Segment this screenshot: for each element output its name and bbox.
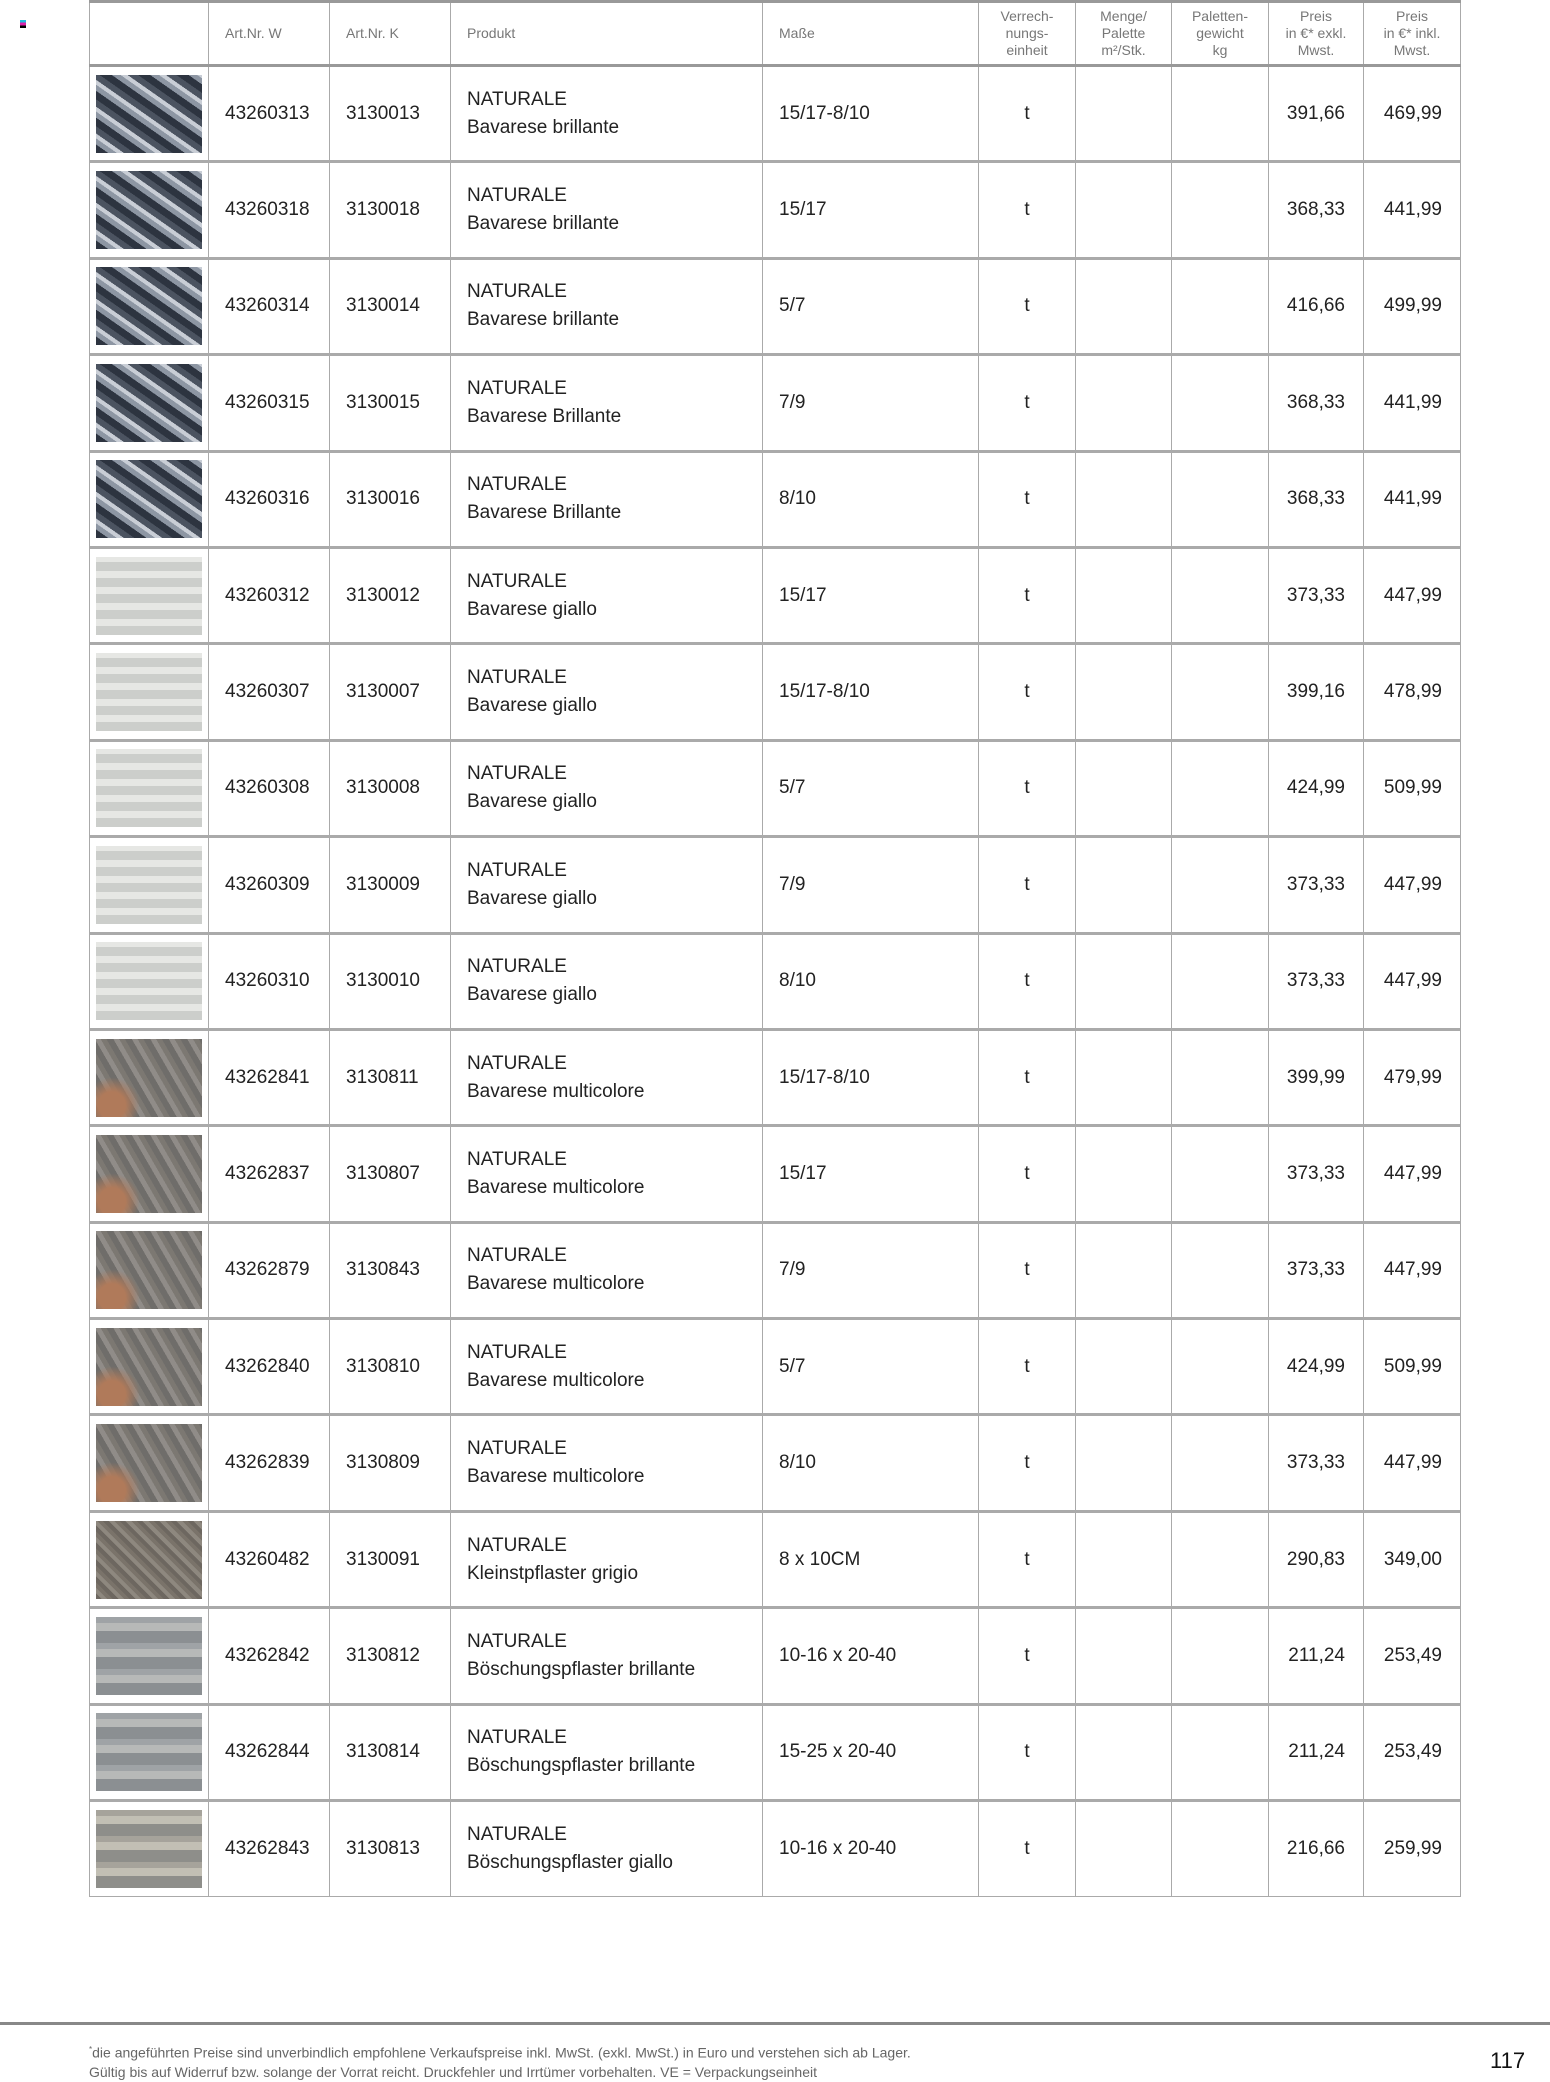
art-nr-w: 43260309 (209, 837, 330, 933)
pallet-weight (1172, 837, 1269, 933)
art-nr-w: 43260482 (209, 1511, 330, 1607)
art-nr-k: 3130843 (330, 1222, 451, 1318)
product-cell (451, 1415, 763, 1511)
product-cell (451, 644, 763, 740)
dimensions: 15/17 (763, 162, 979, 258)
art-nr-w: 43262840 (209, 1319, 330, 1415)
table-row (90, 1126, 1461, 1222)
dimensions: 15/17-8/10 (763, 644, 979, 740)
billing-unit: t (979, 1801, 1076, 1897)
table-row (90, 1415, 1461, 1511)
price-excl-vat: 373,33 (1269, 837, 1364, 933)
product-image (96, 557, 202, 635)
product-thumbnail-cell (90, 355, 209, 451)
dimensions: 5/7 (763, 1319, 979, 1415)
quantity-per-pallet (1076, 1029, 1172, 1125)
art-nr-w: 43260316 (209, 451, 330, 547)
price-incl-vat: 441,99 (1364, 162, 1461, 258)
header-art-nr-k: Art.Nr. K (330, 2, 451, 66)
art-nr-k: 3130813 (330, 1801, 451, 1897)
dimensions: 15-25 x 20-40 (763, 1704, 979, 1800)
product-image (96, 1231, 202, 1309)
footnote-mark: * (89, 2045, 93, 2054)
price-incl-vat: 253,49 (1364, 1608, 1461, 1704)
footer-line-2: Gültig bis auf Widerruf bzw. solange der Vorrat reicht. Druckfehler und Irrtümer vorbehalten. VE = Verpackungseinheit (89, 2063, 817, 2080)
product-line: NATURALE (467, 1534, 567, 1556)
billing-unit: t (979, 1608, 1076, 1704)
product-line: NATURALE (467, 474, 567, 496)
product-image (96, 653, 202, 731)
quantity-per-pallet (1076, 355, 1172, 451)
product-line: NATURALE (467, 1630, 567, 1652)
product-thumbnail-cell (90, 258, 209, 354)
product-thumbnail-cell (90, 1511, 209, 1607)
table-row (90, 451, 1461, 547)
price-incl-vat: 509,99 (1364, 740, 1461, 836)
price-incl-vat: 441,99 (1364, 355, 1461, 451)
billing-unit: t (979, 644, 1076, 740)
product-name: Bavarese brillante (467, 213, 620, 235)
dimensions: 8/10 (763, 451, 979, 547)
pallet-weight (1172, 740, 1269, 836)
art-nr-k: 3130091 (330, 1511, 451, 1607)
quantity-per-pallet (1076, 1511, 1172, 1607)
product-image (96, 749, 202, 827)
dimensions: 7/9 (763, 355, 979, 451)
footer-line-1: die angeführten Preise sind unverbindlich empfohlene Verkaufspreise inkl. MwSt. (exkl. MwSt.) in Euro und verstehen sich ab Lager. (92, 2044, 911, 2061)
product-line: NATURALE (467, 763, 567, 785)
product-image (96, 1135, 202, 1213)
price-excl-vat: 216,66 (1269, 1801, 1364, 1897)
billing-unit: t (979, 837, 1076, 933)
art-nr-w: 43262837 (209, 1126, 330, 1222)
product-image (96, 1328, 202, 1406)
product-price-table (89, 0, 1461, 1897)
product-thumbnail-cell (90, 1319, 209, 1415)
table-row (90, 1222, 1461, 1318)
dimensions: 5/7 (763, 740, 979, 836)
product-name: Bavarese multicolore (467, 1273, 645, 1295)
table-row (90, 258, 1461, 354)
product-image (96, 267, 202, 345)
price-excl-vat: 424,99 (1269, 1319, 1364, 1415)
product-name: Bavarese multicolore (467, 1466, 645, 1488)
product-name: Böschungspflaster giallo (467, 1852, 673, 1874)
product-line: NATURALE (467, 185, 567, 207)
pallet-weight (1172, 355, 1269, 451)
product-cell (451, 933, 763, 1029)
header-art-nr-w: Art.Nr. W (209, 2, 330, 66)
art-nr-w: 43262839 (209, 1415, 330, 1511)
product-image (96, 75, 202, 153)
dimensions: 7/9 (763, 1222, 979, 1318)
quantity-per-pallet (1076, 258, 1172, 354)
product-line: NATURALE (467, 281, 567, 303)
quantity-per-pallet (1076, 1319, 1172, 1415)
art-nr-k: 3130810 (330, 1319, 451, 1415)
product-cell (451, 1029, 763, 1125)
billing-unit: t (979, 1222, 1076, 1318)
art-nr-w: 43262843 (209, 1801, 330, 1897)
product-cell (451, 740, 763, 836)
pallet-weight (1172, 451, 1269, 547)
product-line: NATURALE (467, 956, 567, 978)
product-name: Kleinstpflaster grigio (467, 1562, 639, 1584)
art-nr-w: 43260312 (209, 547, 330, 643)
product-cell (451, 1704, 763, 1800)
product-name: Bavarese multicolore (467, 1369, 645, 1391)
price-excl-vat: 211,24 (1269, 1704, 1364, 1800)
art-nr-k: 3130007 (330, 644, 451, 740)
product-line: NATURALE (467, 1148, 567, 1170)
product-image (96, 1617, 202, 1695)
table-header-row (90, 2, 1461, 66)
product-line: NATURALE (467, 1438, 567, 1460)
product-cell (451, 355, 763, 451)
product-image (96, 1810, 202, 1888)
price-incl-vat: 479,99 (1364, 1029, 1461, 1125)
product-line: NATURALE (467, 667, 567, 689)
dimensions: 10-16 x 20-40 (763, 1801, 979, 1897)
pallet-weight (1172, 1126, 1269, 1222)
pallet-weight (1172, 258, 1269, 354)
product-image (96, 846, 202, 924)
art-nr-k: 3130012 (330, 547, 451, 643)
product-name: Bavarese brillante (467, 116, 620, 138)
header-image (90, 2, 209, 66)
price-excl-vat: 399,16 (1269, 644, 1364, 740)
product-thumbnail-cell (90, 162, 209, 258)
billing-unit: t (979, 162, 1076, 258)
product-thumbnail-cell (90, 451, 209, 547)
pallet-weight (1172, 1801, 1269, 1897)
quantity-per-pallet (1076, 162, 1172, 258)
art-nr-w: 43262879 (209, 1222, 330, 1318)
billing-unit: t (979, 740, 1076, 836)
pallet-weight (1172, 1608, 1269, 1704)
price-incl-vat: 349,00 (1364, 1511, 1461, 1607)
table-row (90, 837, 1461, 933)
price-incl-vat: 478,99 (1364, 644, 1461, 740)
dimensions: 10-16 x 20-40 (763, 1608, 979, 1704)
price-incl-vat: 447,99 (1364, 837, 1461, 933)
art-nr-w: 43262842 (209, 1608, 330, 1704)
price-incl-vat: 447,99 (1364, 1222, 1461, 1318)
art-nr-w: 43260314 (209, 258, 330, 354)
price-incl-vat: 441,99 (1364, 451, 1461, 547)
table-row (90, 740, 1461, 836)
billing-unit: t (979, 547, 1076, 643)
product-cell (451, 547, 763, 643)
dimensions: 15/17 (763, 1126, 979, 1222)
product-line: NATURALE (467, 1727, 567, 1749)
price-excl-vat: 368,33 (1269, 355, 1364, 451)
art-nr-w: 43262841 (209, 1029, 330, 1125)
art-nr-w: 43260310 (209, 933, 330, 1029)
product-image (96, 460, 202, 538)
table-row (90, 66, 1461, 162)
product-line: NATURALE (467, 88, 567, 110)
pallet-weight (1172, 66, 1269, 162)
quantity-per-pallet (1076, 451, 1172, 547)
billing-unit: t (979, 355, 1076, 451)
art-nr-w: 43260308 (209, 740, 330, 836)
product-cell (451, 258, 763, 354)
product-name: Bavarese Brillante (467, 405, 622, 427)
quantity-per-pallet (1076, 1801, 1172, 1897)
quantity-per-pallet (1076, 1126, 1172, 1222)
price-excl-vat: 399,99 (1269, 1029, 1364, 1125)
product-cell (451, 837, 763, 933)
price-excl-vat: 424,99 (1269, 740, 1364, 836)
product-name: Bavarese giallo (467, 791, 597, 813)
product-cell (451, 1222, 763, 1318)
product-cell (451, 66, 763, 162)
pallet-weight (1172, 1029, 1269, 1125)
art-nr-w: 43260315 (209, 355, 330, 451)
product-thumbnail-cell (90, 1222, 209, 1318)
product-image (96, 1039, 202, 1117)
art-nr-k: 3130018 (330, 162, 451, 258)
product-thumbnail-cell (90, 547, 209, 643)
quantity-per-pallet (1076, 66, 1172, 162)
dimensions: 7/9 (763, 837, 979, 933)
price-incl-vat: 447,99 (1364, 1415, 1461, 1511)
product-line: NATURALE (467, 570, 567, 592)
billing-unit: t (979, 66, 1076, 162)
price-incl-vat: 447,99 (1364, 933, 1461, 1029)
art-nr-k: 3130807 (330, 1126, 451, 1222)
product-thumbnail-cell (90, 933, 209, 1029)
product-name: Bavarese giallo (467, 887, 597, 909)
table-row (90, 355, 1461, 451)
price-excl-vat: 373,33 (1269, 547, 1364, 643)
dimensions: 8/10 (763, 933, 979, 1029)
product-name: Bavarese brillante (467, 309, 620, 331)
art-nr-k: 3130010 (330, 933, 451, 1029)
quantity-per-pallet (1076, 740, 1172, 836)
table-row (90, 1608, 1461, 1704)
product-name: Bavarese multicolore (467, 1176, 645, 1198)
price-incl-vat: 259,99 (1364, 1801, 1461, 1897)
product-cell (451, 162, 763, 258)
art-nr-k: 3130814 (330, 1704, 451, 1800)
price-excl-vat: 373,33 (1269, 1126, 1364, 1222)
quantity-per-pallet (1076, 837, 1172, 933)
price-incl-vat: 253,49 (1364, 1704, 1461, 1800)
product-thumbnail-cell (90, 644, 209, 740)
price-excl-vat: 373,33 (1269, 1415, 1364, 1511)
price-excl-vat: 391,66 (1269, 66, 1364, 162)
art-nr-w: 43262844 (209, 1704, 330, 1800)
dimensions: 8 x 10CM (763, 1511, 979, 1607)
price-excl-vat: 368,33 (1269, 162, 1364, 258)
art-nr-k: 3130811 (330, 1029, 451, 1125)
art-nr-k: 3130016 (330, 451, 451, 547)
table-row (90, 1029, 1461, 1125)
product-cell (451, 1511, 763, 1607)
dimensions: 15/17 (763, 547, 979, 643)
art-nr-k: 3130013 (330, 66, 451, 162)
product-thumbnail-cell (90, 1608, 209, 1704)
table-row (90, 547, 1461, 643)
product-thumbnail-cell (90, 1415, 209, 1511)
header-price-excl-vat: Preis in €* exkl. Mwst. (1269, 2, 1364, 66)
product-name: Böschungspflaster brillante (467, 1755, 696, 1777)
table-row (90, 1511, 1461, 1607)
art-nr-k: 3130009 (330, 837, 451, 933)
price-incl-vat: 509,99 (1364, 1319, 1461, 1415)
product-line: NATURALE (467, 1341, 567, 1363)
billing-unit: t (979, 1511, 1076, 1607)
billing-unit: t (979, 258, 1076, 354)
art-nr-k: 3130008 (330, 740, 451, 836)
product-cell (451, 1126, 763, 1222)
price-excl-vat: 416,66 (1269, 258, 1364, 354)
product-name: Bavarese Brillante (467, 502, 622, 524)
product-thumbnail-cell (90, 837, 209, 933)
art-nr-k: 3130812 (330, 1608, 451, 1704)
quantity-per-pallet (1076, 547, 1172, 643)
pallet-weight (1172, 547, 1269, 643)
product-name: Bavarese multicolore (467, 1080, 645, 1102)
product-line: NATURALE (467, 1052, 567, 1074)
dimensions: 15/17-8/10 (763, 66, 979, 162)
pallet-weight (1172, 1222, 1269, 1318)
print-color-marks (20, 20, 26, 28)
product-name: Bavarese giallo (467, 984, 597, 1006)
pallet-weight (1172, 1704, 1269, 1800)
quantity-per-pallet (1076, 933, 1172, 1029)
product-cell (451, 451, 763, 547)
art-nr-k: 3130809 (330, 1415, 451, 1511)
price-excl-vat: 290,83 (1269, 1511, 1364, 1607)
product-line: NATURALE (467, 859, 567, 881)
product-image (96, 171, 202, 249)
price-excl-vat: 373,33 (1269, 1222, 1364, 1318)
price-excl-vat: 368,33 (1269, 451, 1364, 547)
billing-unit: t (979, 933, 1076, 1029)
product-cell (451, 1608, 763, 1704)
header-pallet-weight: Paletten- gewicht kg (1172, 2, 1269, 66)
billing-unit: t (979, 1126, 1076, 1222)
art-nr-k: 3130014 (330, 258, 451, 354)
pallet-weight (1172, 1511, 1269, 1607)
table-row (90, 644, 1461, 740)
price-incl-vat: 499,99 (1364, 258, 1461, 354)
product-name: Bavarese giallo (467, 695, 597, 717)
art-nr-w: 43260313 (209, 66, 330, 162)
product-cell (451, 1319, 763, 1415)
dimensions: 8/10 (763, 1415, 979, 1511)
table-row (90, 1319, 1461, 1415)
product-thumbnail-cell (90, 1801, 209, 1897)
product-cell (451, 1801, 763, 1897)
product-line: NATURALE (467, 1245, 567, 1267)
product-thumbnail-cell (90, 740, 209, 836)
product-image (96, 1521, 202, 1599)
dimensions: 15/17-8/10 (763, 1029, 979, 1125)
product-name: Böschungspflaster brillante (467, 1658, 696, 1680)
product-thumbnail-cell (90, 1704, 209, 1800)
header-price-incl-vat: Preis in €* inkl. Mwst. (1364, 2, 1461, 66)
header-billing-unit: Verrech- nungs- einheit (979, 2, 1076, 66)
table-row (90, 162, 1461, 258)
billing-unit: t (979, 1319, 1076, 1415)
product-image (96, 1424, 202, 1502)
quantity-per-pallet (1076, 644, 1172, 740)
header-quantity-per-pallet: Menge/ Palette m²/Stk. (1076, 2, 1172, 66)
billing-unit: t (979, 1029, 1076, 1125)
product-line: NATURALE (467, 1824, 567, 1846)
dimensions: 5/7 (763, 258, 979, 354)
product-thumbnail-cell (90, 1126, 209, 1222)
product-thumbnail-cell (90, 66, 209, 162)
price-incl-vat: 469,99 (1364, 66, 1461, 162)
pallet-weight (1172, 644, 1269, 740)
product-image (96, 942, 202, 1020)
header-product: Produkt (451, 2, 763, 66)
art-nr-w: 43260318 (209, 162, 330, 258)
product-image (96, 1713, 202, 1791)
product-line: NATURALE (467, 377, 567, 399)
price-excl-vat: 211,24 (1269, 1608, 1364, 1704)
product-thumbnail-cell (90, 1029, 209, 1125)
page-number: 117 (1490, 2048, 1526, 2073)
price-excl-vat: 373,33 (1269, 933, 1364, 1029)
quantity-per-pallet (1076, 1704, 1172, 1800)
pallet-weight (1172, 1319, 1269, 1415)
price-incl-vat: 447,99 (1364, 547, 1461, 643)
table-row (90, 1801, 1461, 1897)
footer-divider (0, 2022, 1550, 2025)
billing-unit: t (979, 1415, 1076, 1511)
quantity-per-pallet (1076, 1608, 1172, 1704)
pallet-weight (1172, 1415, 1269, 1511)
pallet-weight (1172, 933, 1269, 1029)
art-nr-k: 3130015 (330, 355, 451, 451)
quantity-per-pallet (1076, 1415, 1172, 1511)
billing-unit: t (979, 451, 1076, 547)
table-row (90, 1704, 1461, 1800)
footer-note (89, 2040, 911, 2082)
product-name: Bavarese giallo (467, 598, 597, 620)
quantity-per-pallet (1076, 1222, 1172, 1318)
pallet-weight (1172, 162, 1269, 258)
billing-unit: t (979, 1704, 1076, 1800)
header-dimensions: Maße (763, 2, 979, 66)
table-row (90, 933, 1461, 1029)
art-nr-w: 43260307 (209, 644, 330, 740)
product-image (96, 364, 202, 442)
price-incl-vat: 447,99 (1364, 1126, 1461, 1222)
